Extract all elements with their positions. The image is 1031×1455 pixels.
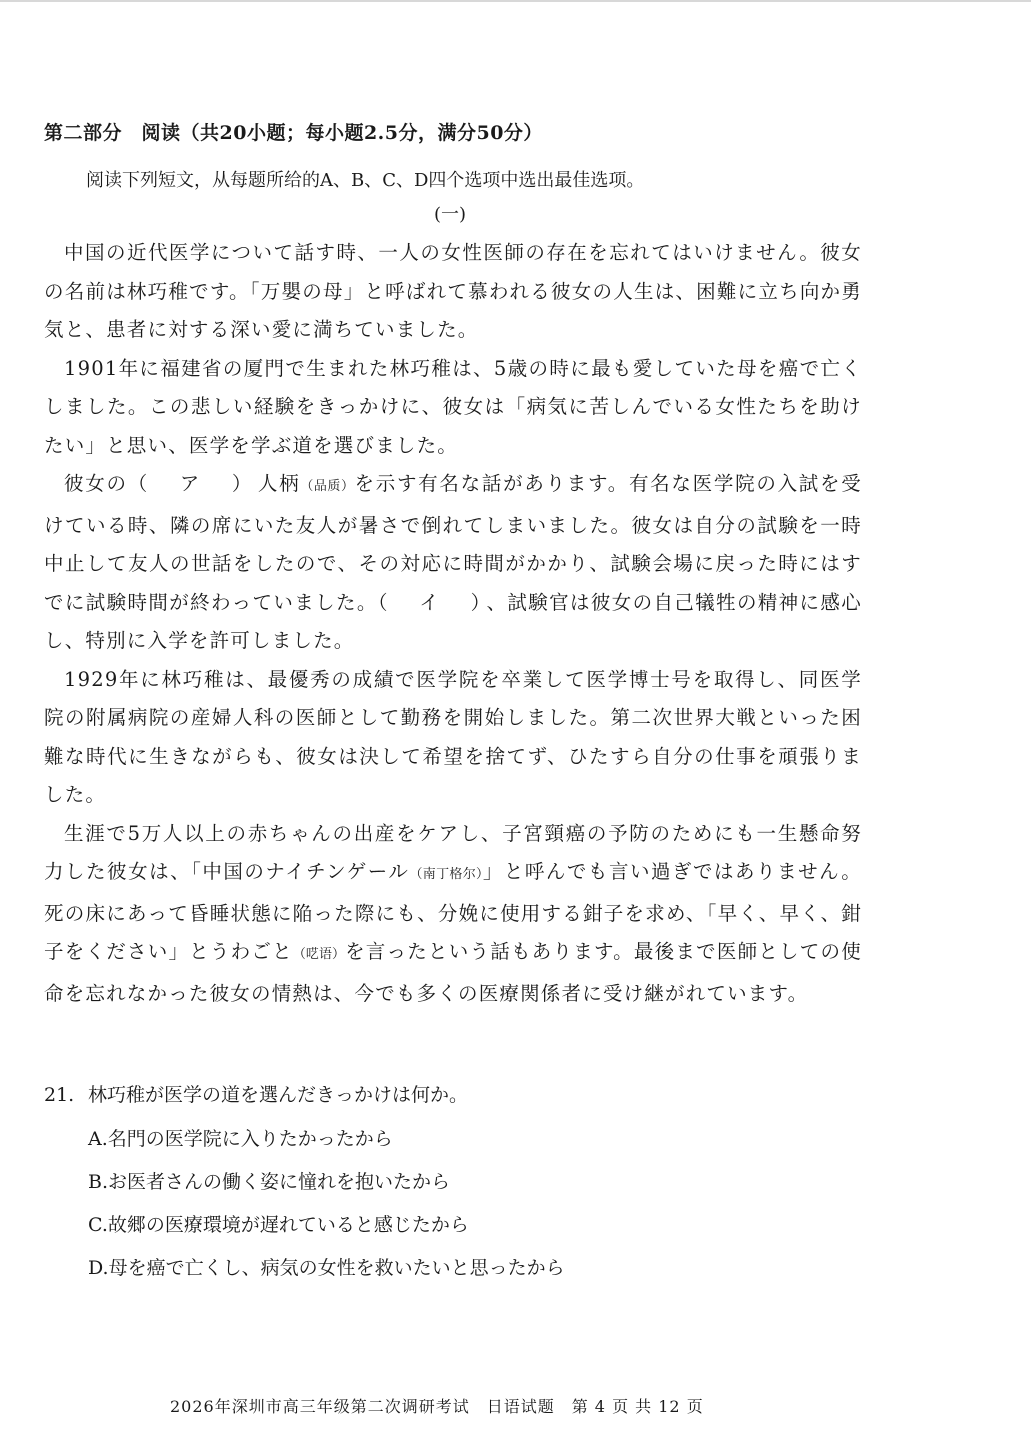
blank-a: （ ア ） — [127, 472, 258, 495]
gloss-note: （南丁格尔） — [409, 867, 483, 882]
paragraph-2: 1901年に福建省の厦門で生まれた林巧稚は、5歳の時に最も愛していた母を癌で亡くしました。この悲しい経験をきっかけに、彼女は「病気に苦しんでいる女性たちを助けたい」と思い、医学を学ぶ道を選びました。 — [44, 356, 862, 457]
option-d: D.母を癌で亡くし、病気の女性を救いたいと思ったから — [88, 1257, 565, 1279]
page-footer: 2026年深圳市高三年级第二次调研考试 日语试题 第 4 页 共 12 页 — [170, 1397, 704, 1416]
answer-options — [88, 1124, 565, 1296]
option-b: B.お医者さんの働く姿に憧れを抱いたから — [88, 1171, 451, 1193]
paragraph-3 — [44, 465, 862, 661]
question-21 — [44, 1080, 468, 1107]
section-title: 第二部分 阅读（共20小题；每小题2.5分，满分50分） — [44, 122, 543, 144]
option-a: A.名門の医学院に入りたかったから — [88, 1128, 393, 1150]
paragraph-3-text: 彼女の — [64, 472, 128, 495]
gloss-note: （呓语） — [292, 947, 346, 962]
scan-edge-line — [0, 0, 1031, 2]
question-number: 21. — [44, 1084, 75, 1106]
gloss-note: （品质） — [300, 479, 355, 494]
question-text: 林巧稚が医学の道を選んだきっかけは何か。 — [88, 1084, 469, 1106]
paragraph-3-text: を示す有名な話があります。有名な医学院の入試を受けている時、隣の席にいた友人が暑さで倒れてしまいました。彼女は自分の試験を一時中止して友人の世話をしたので、その対応に時間がかかり、試験会場に戻った時にはすでに試験時間が終わっていました。 — [44, 472, 862, 614]
blank-i: （ イ ） — [377, 590, 487, 614]
paragraph-4: 1929年に林巧稚は、最優秀の成績で医学院を卒業して医学博士号を取得し、同医学院の附属病院の産婦人科の医師として勤務を開始しました。第二次世界大戦といった困難な時代に生きながらも、彼女は決して希望を捨てず、ひたすら自分の仕事を頑張りました。 — [44, 667, 862, 806]
paragraph-5 — [44, 815, 862, 1014]
paragraph-5-text: を言ったという話もあります。最後まで医師としての使命を忘れなかった彼女の情熱は、今でも多くの医療関係者に受け継がれています。 — [44, 940, 862, 1005]
reading-passage — [44, 234, 862, 1013]
paragraph-5-text: 生涯で5万人以上の赤ちゃんの出産をケアし、子宮頸癌の予防のためにも一生懸命努力した彼女は、「中国のナイチンゲール — [44, 821, 862, 883]
paragraph-3-text: 、試験官は彼女の自己犠牲の精神に感心し、特別に入学を許可しました。 — [44, 590, 862, 652]
paragraph-5-text: 」と呼んでも言い過ぎではありません。死の床にあって昏睡状態に陥った際にも、分娩に使用する鉗子を求め、「早く、早く、鉗子をください」とうわごと — [44, 860, 862, 963]
paragraph-3-text: 人柄 — [257, 472, 301, 495]
option-c: C.故郷の医療環境が遅れていると感じたから — [88, 1214, 469, 1236]
passage-label: (一) — [434, 204, 467, 225]
section-instruction: 阅读下列短文，从每题所给的A、B、C、D四个选项中选出最佳选项。 — [86, 170, 645, 191]
paragraph-1: 中国の近代医学について話す時、一人の女性医師の存在を忘れてはいけません。彼女の名前は林巧稚です。「万嬰の母」と呼ばれて慕われる彼女の人生は、困難に立ち向か勇気と、患者に対する深い愛に満ちていました。 — [44, 241, 862, 341]
